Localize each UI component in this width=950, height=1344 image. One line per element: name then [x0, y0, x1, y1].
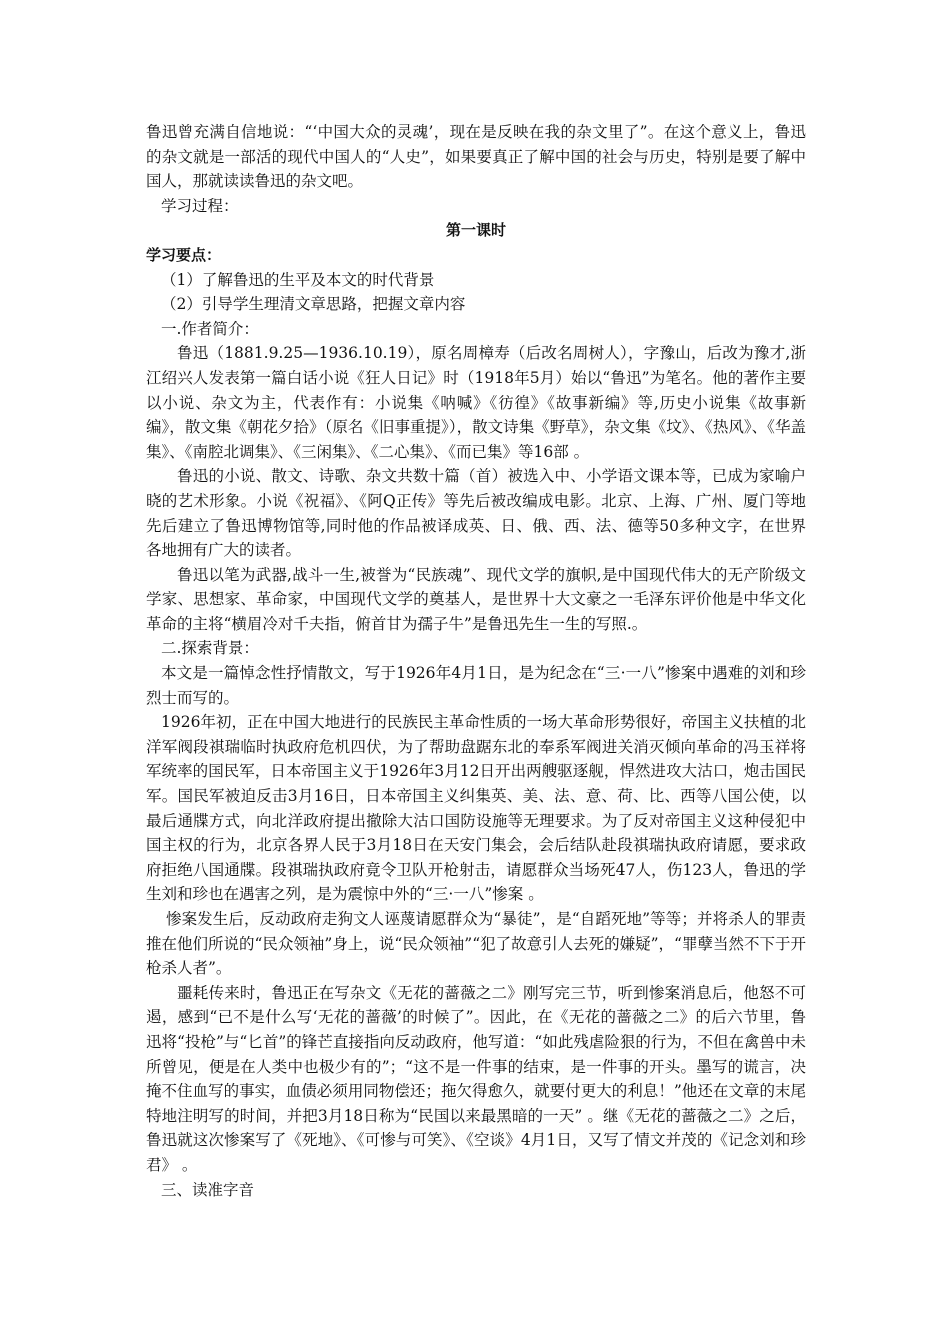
- pronunciation-heading: 三、读准字音: [161, 1180, 255, 1199]
- background-paragraph-1: 本文是一篇悼念性抒情散文，写于1926年4月1日，是为纪念在“三·一八”惨案中遇难的刘和珍烈士而写的。: [146, 664, 806, 707]
- author-heading: 一.作者简介：: [161, 319, 259, 338]
- key-point-2: （2）引导学生理清文章思路，把握文章内容: [161, 295, 466, 314]
- background-heading: 二.探索背景：: [161, 639, 259, 658]
- author-paragraph-3: 鲁迅以笔为武器,战斗一生,被誉为“民族魂”、现代文学的旗帜,是中国现代伟大的无产阶级文学家、思想家、革命家，中国现代文学的奠基人，是世界十大文豪之一毛泽东评价他是中华文化革命的主将“横眉冷对千夫指，俯首甘为孺子牛”是鲁迅先生一生的写照.。: [146, 565, 806, 633]
- background-paragraph-3: 惨案发生后，反动政府走狗文人诬蔑请愿群众为“暴徒”，是“自蹈死地”等等；并将杀人的罪责推在他们所说的“民众领袖”身上，说“民众领袖”“犯了故意引人去死的嫌疑”，“罪孽当然不下于开枪杀人者”。: [146, 910, 806, 978]
- background-paragraph-2: 1926年初，正在中国大地进行的民族民主革命性质的一场大革命形势很好，帝国主义扶植的北洋军阀段祺瑞临时执政府危机四伏，为了帮助盘踞东北的奉系军阀进关消灭倾向革命的冯玉祥将军统率的国民军，日本帝国主义于1926年3月12日开出两艘驱逐舰，悍然进攻大沽口，炮击国民军。国民军被迫反击3月16日，日本帝国主义纠集英、美、法、意、荷、比、西等八国公使，以最后通牒方式，向北洋政府提出撤除大沽口国防设施等无理要求。为了反对帝国主义这种侵犯中国主权的行为，北京各界人民于3月18日在天安门集会，会后结队赴段祺瑞执政府请愿，要求政府拒绝八国通牒。段祺瑞执政府竟令卫队开枪射击，请愿群众当场死47人，伤123人，鲁迅的学生刘和珍也在遇害之列，是为震惊中外的“三·一八”惨案 。: [146, 713, 806, 904]
- intro-quote-paragraph: 鲁迅曾充满自信地说：“‘中国大众的灵魂’，现在是反映在我的杂文里了”。在这个意义上，鲁迅的杂文就是一部活的现代中国人的“人史”，如果要真正了解中国的社会与历史，特别是要了解中国人，那就读读鲁迅的杂文吧。: [146, 123, 806, 191]
- key-points-heading: 学习要点：: [146, 245, 222, 264]
- key-point-1: （1）了解鲁迅的生平及本文的时代背景: [161, 270, 435, 289]
- author-paragraph-2: 鲁迅的小说、散文、诗歌、杂文共数十篇（首）被选入中、小学语文课本等，已成为家喻户晓的艺术形象。小说《祝福》、《阿Q正传》等先后被改编成电影。北京、上海、广州、厦门等地先后建立了鲁迅博物馆等,同时他的作品被译成英、日、俄、西、法、德等50多种文字，在世界各地拥有广大的读者。: [146, 467, 806, 560]
- author-paragraph-1: 鲁迅（1881.9.25—1936.10.19），原名周樟寿（后改名周树人），字豫山，后改为豫才,浙江绍兴人发表第一篇白话小说《狂人日记》时（1918年5月）始以“鲁迅”为笔名。他的著作主要以小说、杂文为主，代表作有：小说集《呐喊》《彷徨》《故事新编》等,历史小说集《故事新编》，散文集《朝花夕拾》（原名《旧事重提》），散文诗集《野草》，杂文集《坟》、《热风》、《华盖集》、《南腔北调集》、《三闲集》、《二心集》、《而已集》等16部 。: [146, 344, 806, 461]
- lesson-title: 第一课时: [445, 221, 506, 240]
- process-label: 学习过程：: [161, 196, 239, 215]
- background-paragraph-4: 噩耗传来时，鲁迅正在写杂文《无花的蔷薇之二》刚写完三节，听到惨案消息后，他怒不可遏，感到“已不是什么写‘无花的蔷薇’的时候了”。因此，在《无花的蔷薇之二》的后六节里，鲁迅将“投枪”与“匕首”的锋芒直接指向反动政府，他写道：“如此残虐险狠的行为，不但在禽兽中未所曾见，便是在人类中也极少有的”；“这不是一件事的结束，是一件事的开头。墨写的谎言，决掩不住血写的事实，血债必须用同物偿还；拖欠得愈久，就要付更大的利息！”他还在文章的末尾特地注明写的时间，并把3月18日称为“民国以来最黑暗的一天” 。继《无花的蔷薇之二》之后，鲁迅就这次惨案写了《死地》、《可惨与可笑》、《空谈》4月1日，又写了情文并茂的《记念刘和珍君》 。: [146, 983, 806, 1174]
- document-page: [146, 120, 806, 1202]
